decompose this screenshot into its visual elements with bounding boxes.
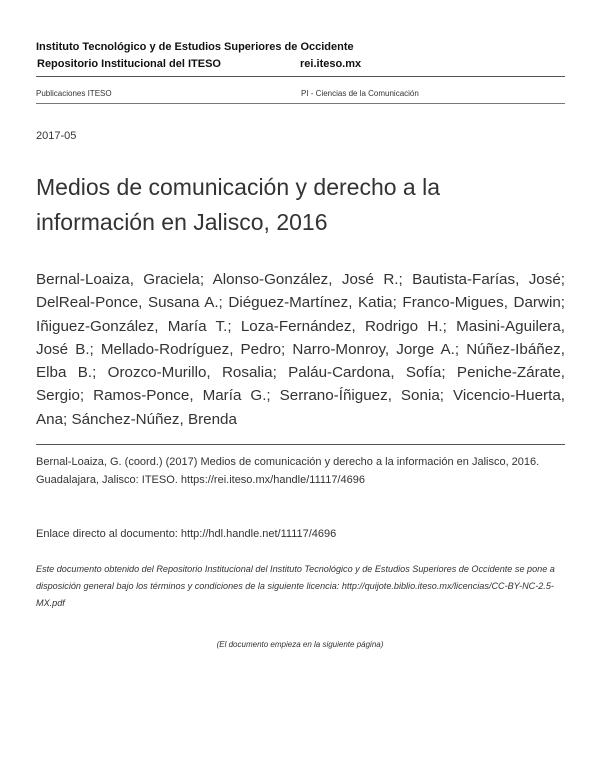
repository-name: Repositorio Institucional del ITESO xyxy=(37,58,221,70)
publication-date: 2017-05 xyxy=(36,130,77,142)
license-notice: Este documento obtenido del Repositorio Institucional del Instituto Tecnológico y de Estudios Superiores de Occidente se pone a disposición general bajo los términos y condiciones de la siguiente licencia: http://quijote.biblio.iteso.mx/licencias/CC-BY-NC-2.5-MX.pdf xyxy=(36,564,555,608)
citation-text: Bernal-Loaiza, G. (coord.) (2017) Medios de comunicación y derecho a la información en Jalisco, 2016. Guadalajara, Jalisco: ITESO. https://rei.iteso.mx/handle/11117/4696 xyxy=(36,456,540,486)
header-divider xyxy=(36,76,565,77)
department-label: PI - Ciencias de la Comunicación xyxy=(301,89,419,98)
institution-name: Instituto Tecnológico y de Estudios Superiores de Occidente xyxy=(36,41,354,53)
direct-link[interactable]: Enlace directo al documento: http://hdl.handle.net/11117/4696 xyxy=(36,528,337,540)
author-list: Bernal-Loaiza, Graciela; Alonso-González, José R.; Bautista-Farías, José; DelReal-Ponce, Susana A.; Diéguez-Martínez, Katia; Franco-Migues, Darwin; Iñiguez-González, María T.; Loza-Fernández, Rodrigo H.; Masini-Aguilera, José B.; Mellado-Rodríguez, Pedro; Narro-Monroy, Jorge A.; Núñez-Ibáñez, Elba B.; Orozco-Murillo, Rosalia; Paláu-Cardona, Sofía; Peniche-Zárate, Sergio; Ramos-Ponce, María G.; Serrano-Íñiguez, Sonia; Vicencio-Huerta, Ana; Sánchez-Núñez, Brenda xyxy=(36,271,565,428)
subheader-divider xyxy=(36,103,565,104)
citation-divider xyxy=(36,444,565,445)
document-title: Medios de comunicación y derecho a la información en Jalisco, 2016 xyxy=(36,174,441,235)
next-page-note: (El documento empieza en la siguiente página) xyxy=(216,640,384,649)
collection-label: Publicaciones ITESO xyxy=(36,89,112,98)
repository-site-link[interactable]: rei.iteso.mx xyxy=(300,58,362,70)
